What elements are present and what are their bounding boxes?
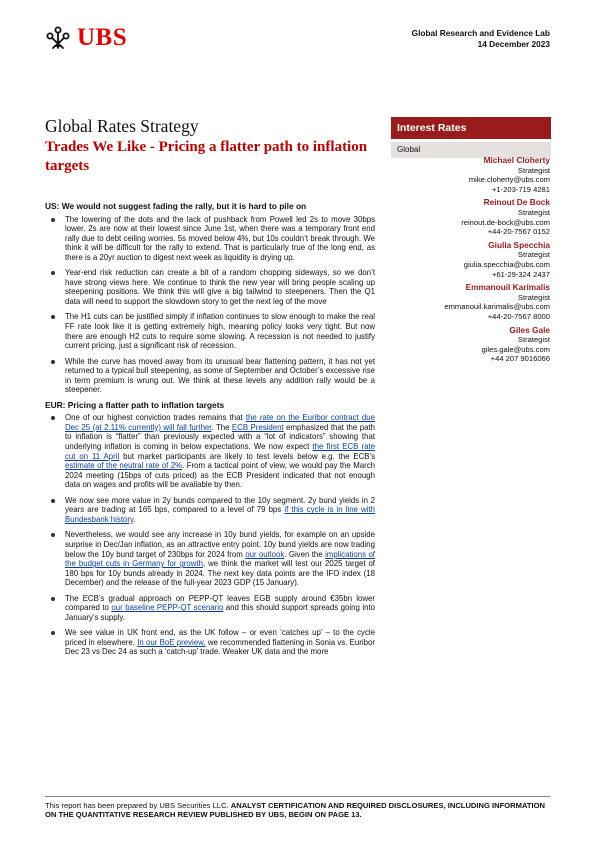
analyst-role: Strategist [517,250,550,260]
text-run: The ECB’s gradual approach on PEPP-QT leaves EGB supply around €35bn lower compared to [65,593,375,613]
list-item: The lowering of the dots and the lack of pushback from Powell led 2s to move 30bps lower. 2s are now at their lowest since June 1st, when there was a temporary front end rally due to debt ceiling worries. 5s moved below 4%, but 10s couldn’t break through. We think it will be difficult for the rally to extend. That is particularly true of the long end, as there is a 20yr auction to digest next week as liquidity is drying up. [45,215,375,263]
analyst-role: Strategist [517,292,550,302]
footer-disclosure [45,801,550,820]
analyst-entry [380,241,550,279]
region-label: Global [391,142,551,158]
analyst-entry [380,326,550,364]
analyst-name: Giulia Specchia [488,239,550,250]
footer-disclosure-bold: ANALYST CERTIFICATION AND REQUIRED DISCLOSURES, INCLUDING INFORMATION ON THE QUANTITATIVE RESEARCH REVIEW PUBLISHED BY UBS, BEGIN ON PAGE 13. [45,801,546,820]
analyst-role: Strategist [517,207,550,217]
analyst-email[interactable]: giulia.specchia@ubs.com [463,259,550,269]
list-item: The H1 cuts can be justified simply if inflation continues to slow enough to make the real FF rate look like it is getting extremely high, meaning policy looks very tight. But now there are enough H2 cuts to require some slowing. A recession is not needed to justify current pricing, just a significant risk of recession. [45,312,375,350]
report-body [45,202,375,663]
eur-bullet-list [45,413,375,657]
list-item: Year-end risk reduction can create a bit of a random chopping sideways, so we don’t have strong views here. We continue to think the new year will bring people scaling up steepening positions. We think this will give a big tailwind to steepeners. Then the Q1 data will need to support the slowdown story to get the next leg of the move [45,268,375,306]
keys-icon [45,26,71,50]
analyst-name: Emmanouil Karimalis [465,282,550,293]
outlook-link[interactable]: our outlook [245,549,285,559]
analyst-name: Reinout De Bock [483,197,550,208]
text-run: . [133,514,136,524]
text-run: we recommended flattening in Sonia vs. Euribor Dec 23 vs Dec 24 as such a ‘catch-up’ trade. Weaker UK data and the more [65,637,375,657]
text-run: . Given the [284,549,326,559]
text-run: but market participants are likely to test levels below e.g. the ECB’s [119,451,375,461]
analyst-entry [380,156,550,194]
bundesbank-history-link[interactable]: if this cycle is in line with Bundesbank history [65,505,375,524]
footer-divider [45,796,550,797]
list-item [45,530,375,587]
list-item [45,413,375,489]
text-run: emphasized that the path to inflation is “flatter” than previously expected with a “lot of indicators” showing that underlying inflation is coming in below expectations. We now expect [65,422,375,452]
analyst-list [380,156,550,368]
analyst-phone: +44-20-7567 0152 [487,227,550,237]
analyst-email[interactable]: reinout.de-bock@ubs.com [461,217,550,227]
boe-preview-link[interactable]: In our BoE preview, [137,637,206,647]
neutral-rate-link[interactable]: estimate of the neutral rate of 2% [65,461,183,471]
category-banner: Interest Rates [391,117,551,139]
ubs-logo[interactable] [45,24,127,52]
list-item: While the curve has moved away from its unusual bear flattening pattern, it has not yet returned to a typical bull steepening, as some of September and October’s excessive rise in term premium is wrung out. We think at these levels any addition rally would be a steepener. [45,357,375,395]
report-date: 14 December 2023 [477,38,550,49]
text-run: One of our highest conviction trades remains that [65,413,246,423]
sidebar [391,117,551,158]
euribor-link[interactable]: the rate on the Euribor contract due Dec 25 (at 2.11% currently) will fall further [65,413,375,432]
footer-prefix: This report has been prepared by UBS Securities LLC. [45,801,231,810]
page-subtitle: Trades We Like - Pricing a flatter path to inflation targets [45,139,368,174]
analyst-name: Giles Gale [509,324,550,335]
ecb-president-link[interactable]: ECB President [231,422,284,432]
header-info [412,28,550,49]
text-run: and this should support spreads going into January’s supply. [65,603,376,622]
list-item [45,594,375,623]
analyst-phone: +1-203-719 4281 [491,184,550,194]
analyst-phone: +44 207 9016066 [490,354,550,364]
text-run: , we think the market will test our 2025 target of 180 bps for 10y bunds already in 2024. The next key data points are the IFO index (18 December) and the release of the full-year 2023 GDP (15 January). [65,559,375,588]
org-name: Global Research and Evidence Lab [411,28,550,38]
section-heading-us: US: We would not suggest fading the rally, but it is hard to pile on [45,201,307,211]
analyst-email[interactable]: giles.gale@ubs.com [481,344,550,354]
analyst-phone: +61-29-324 2437 [491,269,550,279]
list-item [45,496,375,525]
budget-cuts-link[interactable]: implications of the budget cuts in Germany for growth [65,549,375,569]
analyst-name: Michael Cloherty [483,155,550,165]
text-run: . The [211,422,232,432]
brand-name: UBS [77,24,128,51]
text-run: We now see more value in 2y bunds compared to the 10y segment. 2y bund yields in 2 years are trading at 165 bps, compared to a level of 79 bps [65,495,375,515]
analyst-role: Strategist [517,165,550,175]
list-item [45,628,375,657]
analyst-email[interactable]: mike.cloherty@ubs.com [468,175,550,185]
analyst-email[interactable]: emmanouil.karimalis@ubs.com [444,302,550,312]
ecb-rate-cut-link[interactable]: the first ECB rate cut on 11 April [65,442,375,461]
analyst-phone: +44-20-7567 8000 [487,311,550,321]
page-title: Global Rates Strategy [45,116,199,136]
text-run: Nevertheless, we would see any increase in 10y bund yields, for example on an upside surprise in Dec/Jan inflation, as an attractive entry point. 10y bund yields are now trading below the 10y bund target of 230bps for 2024 from [65,530,375,559]
pepp-qt-link[interactable]: our baseline PEPP-QT scenario [111,603,224,613]
us-bullet-list [45,215,375,395]
analyst-role: Strategist [517,335,550,345]
analyst-entry [380,198,550,236]
text-run: . From a tactical point of view, we would pay the March 2024 meeting (15bps of cuts priced) as the ECB President indicated that not enough data on wages and profits will be available by then. [65,461,376,490]
text-run: We see value in UK front end, as the UK follow – or even ‘catches up’ – to the cycle priced in elsewhere. [65,628,375,647]
analyst-entry [380,283,550,321]
section-heading-eur: EUR: Pricing a flatter path to inflation targets [45,399,225,410]
